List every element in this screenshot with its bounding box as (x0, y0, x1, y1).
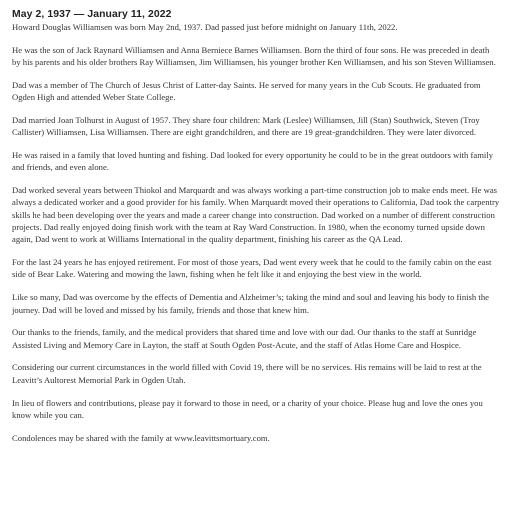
paragraph-family: He was the son of Jack Raynard Williamsen and Anna Berniece Barnes Williamsen. Born the third of four sons. He was preceded in death by his parents and his older brothers Ray Williamsen, Jim Williamsen, his younger brother Ken Williamsen, and his son Steven Williamsen. (12, 44, 496, 68)
paragraph-in-lieu: In lieu of flowers and contributions, please pay it forward to those in need, or a charity of your choice. Please hug and love the ones you know while you can. (12, 397, 483, 420)
life-dates-heading: May 2, 1937 — January 11, 2022 (12, 9, 172, 20)
paragraph-thanks: Our thanks to the friends, family, and the medical providers that shared time and love with our dad. Our thanks to the staff at Sunridge Assisted Living and Memory Care in Layton, the staff at South Ogden Post-Acute, and the staff of Atlas Home Care and Hospice. (12, 327, 477, 350)
paragraph-condolences: Condolences may be shared with the family at www.leavittsmortuary.com. (12, 432, 270, 443)
paragraph-birth-death: Howard Douglas Williamsen was born May 2nd, 1937. Dad passed just before midnight on January 11th, 2022. (12, 22, 398, 32)
paragraph-church-education: Dad was a member of The Church of Jesus Christ of Latter-day Saints. He served for many years in the Cub Scouts. He graduated from Ogden High and attended Weber State College. (12, 79, 481, 103)
paragraph-outdoors: He was raised in a family that loved hunting and fishing. Dad looked for every opportunity he could to be in the great outdoors with family and friends, and even alone. (12, 150, 494, 173)
paragraph-career: Dad worked several years between Thiokol and Marquardt and was always working a part-time construction job to make ends meet. He was always a dedicated worker and a good provider for his family. When Marquardt moved their operations to California, Dad took the carpentry skills he had been developing over the years and made a career change into construction. Dad worked on a number of different construction projects. Dad really enjoyed doing finish work with the team at Ray Ward Construction. In 1980, when the economy turned upside down again, Dad went to work at Williams International in the quality department, finishing his career as the QA Lead. (12, 185, 500, 245)
paragraph-dementia: Like so many, Dad was overcome by the effects of Dementia and Alzheimer’s; taking the mind and soul and leaving his body to finish the journey. Dad will be loved and missed by his family, friends and those that knew him. (12, 292, 489, 315)
paragraph-retirement: For the last 24 years he has enjoyed retirement. For most of those years, Dad went every week that he could to the family cabin on the east side of Bear Lake. Watering and mowing the lawn, fishing when he felt like it and enjoying the best view in the world. (12, 257, 492, 280)
paragraph-marriage-children: Dad married Joan Tolhurst in August of 1957. They share four children: Mark (Leslee) Williamsen, Jill (Stan) Southwick, Steven (Troy Callister) Williamsen, Lisa Williamsen. There are eight grandchildren, and there are 19 great-grandchildren. They were later divorced. (12, 114, 480, 138)
paragraph-services: Considering our current circumstances in the world filled with Covid 19, there will be no services. His remains will be laid to rest at the Leavitt’s Aultorest Memorial Park in Ogden Utah. (12, 362, 482, 385)
